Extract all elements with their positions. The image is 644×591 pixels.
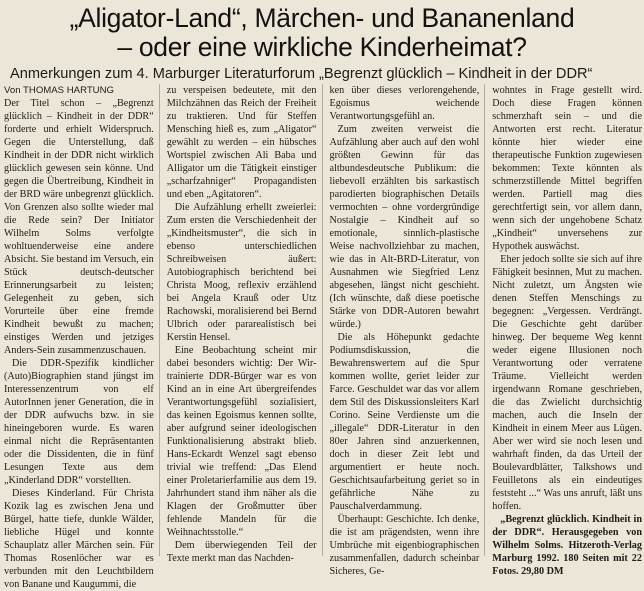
article-column-1	[4, 84, 160, 590]
paragraph: Überhaupt: Geschichte. Ich denke, die ist am prägendsten, wenn ihre Umbrüche mit eigenbiographischen zusammenfallen, dadurch scheinbar Sicheres, Ge-	[329, 514, 480, 577]
paragraph: ken über dieses verlorengehende, Egoismus weichende Verantwortungsgefühl an.	[329, 85, 480, 122]
article-column-3	[329, 84, 486, 577]
headline-line-1: „Aligator-Land“, Märchen- und Bananenland	[69, 3, 575, 33]
paragraph: Die als Höhepunkt gedachte Podiumsdiskussion, die Bewahrenswertem auf die Spur kommen wollte, geriet leider zur Farce. Geschuldet war das vor allem dem Stil des Diskussionsleiters Karl Corino. Seine Verdienste um die „illegale“ DDR-Literatur in den 80er Jahren sind anzuerkennen, doch in dieser Zeit lebt und argumentiert er heute noch. Geschichtsaufarbeitung geriet so in gefährliche Nähe zu Pauschalverdammung.	[329, 332, 480, 512]
paragraph: Eher jedoch sollte sie sich auf ihre Fähigkeit besinnen, Mut zu machen. Nicht zuletzt, um Ängsten wie denen Steffen Menschings zu begegnen: „Vergessen. Verdrängt. Die Geschichte geht darüber hinweg. Der bequeme Weg kennt weder eigene Illusionen noch Verantwortung oder verratene Träume. Vielleicht werden irgendwann Romane geschrieben, die das Zwielicht durchsichtig machen, auch die Inseln der Kindheit in einem Meer aus Lügen. Aber wer wird sie noch lesen und wahrhaft finden, da das Urteil der Boulevardblätter, Talkshows und Feuilletons als ein eindeutiges feststeht ...“ Was uns anruft, läßt uns hoffen.	[492, 254, 642, 512]
paragraph: Die DDR-Spezifik kindlicher (Auto)Biographien stand jüngst im Interessenzentrum von elf AutorInnen jener Generation, die in der DDR aufwuchs bzw. in sie hineingeboren wurde. Es waren einmal nicht die Repräsentanten oder die Dissidenten, die in fünf Lesungen Texte aus dem „Kinderland DDR“ vorstellten.	[4, 358, 154, 486]
headline-line-2: – oder eine wirkliche Kinderheimat?	[117, 32, 527, 62]
book-info: „Begrenzt glücklich. Kindheit in der DDR“. Herausgegeben von Wilhelm Solms. Hitzeroth-Verlag Marburg 1992. 180 Seiten mit 22 Fotos. 29,80 DM	[492, 514, 642, 577]
paragraph: Dem überwiegenden Teil der Texte merkt man das Nachden-	[166, 540, 317, 564]
paragraph: Die Aufzählung erhellt zweierlei: Zum ersten die Verschiedenheit der „Kindheitsmuster“, die sich in ebenso unterschiedlichen Schreibweisen äußert: Autobiographisch berichtend bei Christa Moog, reflexiv erzählend bei Angela Krauß oder Utz Rachowski, moralisierend bei Bernd Ulbrich oder pararealistisch bei Kerstin Hensel.	[166, 202, 317, 343]
article-column-4	[492, 84, 642, 577]
paragraph: Dieses Kinderland. Für Christa Kozik lag es zwischen Jena und Bürgel, hatte tiefe, dunkle Wälder, liebliche Hügel und konnte Schauplatz aller Märchen sein. Für Thomas Rosenlöcher war es verbunden mit den Leuchtbildern von Banane und Kaugummi, die	[4, 488, 154, 590]
article-columns	[4, 84, 642, 590]
byline: Von THOMAS HARTUNG	[4, 85, 114, 96]
paragraph: wohntes in Frage gestellt wird. Doch diese Fragen können schmerzhaft sein – und die Antworten erst recht. Literatur könnte hier wieder eine therapeutische Funktion zugewiesen bekommen: Texte könnten als schmerzstillende Mittel begriffen werden. Partiell mag dies gerechtfertigt sein, vor allem dann, wenn sich der ungehobene Schatz „Kindheit“ unversehens zur Hypothek auswächst.	[492, 85, 642, 252]
paragraph: Zum zweiten verweist die Aufzählung aber auch auf den wohl größten Gewinn für das altbundesdeutsche Publikum: die liebevoll erzählten bis sarkastisch parodierten biographischen Details vermochten – ohne vordergründige Nostalgie – Kindheit auf so emotionale, sinnlich-plastische Weise nachvollziehbar zu machen, wie das in Alt-BRD-Literatur, von Ausnahmen wie Siegfried Lenz abgesehen, längst nicht geschieht. (Ich wünschte, daß diese poetische Stärke von DDR-Autoren bewahrt würde.)	[329, 124, 480, 330]
subheadline: Anmerkungen zum 4. Marburger Literaturforum „Begrenzt glücklich – Kindheit in der DDR“	[10, 66, 593, 82]
paragraph: zu verspeisen bedeutete, mit den Milchzähnen das Reich der Freiheit zu traktieren. Und für Steffen Mensching hieß es, zum „Aligator“ gewählt zu werden – ein hübsches Wortspiel zwischen Ali Baba und Alligator um die Tätigkeit einstiger „scharfzahniger“ Propagandisten und eben „Agitatoren“.	[166, 85, 317, 200]
paragraph: Der Titel schon – „Begrenzt glücklich – Kindheit in der DDR“ forderte und erhielt Widerspruch. Gegen die Unterstellung, daß Kindheit in der DDR nicht wirklich glücklich gewesen sein könne. Und gegen die Übertreibung, Kindheit in der BRD wäre unbegrenzt glücklich. Von Grenzen also sollte wieder mal die Rede sein? Der Initiator Wilhelm Solms verfolgte wohltuenderweise eine andere Absicht. Sie bestand im Versuch, ein Stück deutsch-deutscher Erinnerungsarbeit zu leisten; Gelegenheit zu geben, sich Vorurteile über eine fremde Kindheit bewußt zu machen; einstiges Werden und jetziges Anders-Sein zusammenzuschauen.	[4, 98, 154, 356]
article-column-2	[166, 84, 323, 564]
paragraph: Eine Beobachtung scheint mir dabei besonders wichtig: Der Wir-trainierte DDR-Bürger war es von Kind an in eine Art übergreifendes Verantwortungsgefühl sozialisiert, das keinen Egoismus kennen sollte, aber aufgrund seiner ideologischen Funktionalisierung abstrakt blieb. Hans-Eckardt Wenzel sagt ebenso trivial wie treffend: „Das Elend einer Proletarierfamilie aus dem 19. Jahrhundert stand ihm näher als die Klagen der Großmutter über fehlende Mandeln für die Weihnachtsstolle.“	[166, 345, 317, 538]
